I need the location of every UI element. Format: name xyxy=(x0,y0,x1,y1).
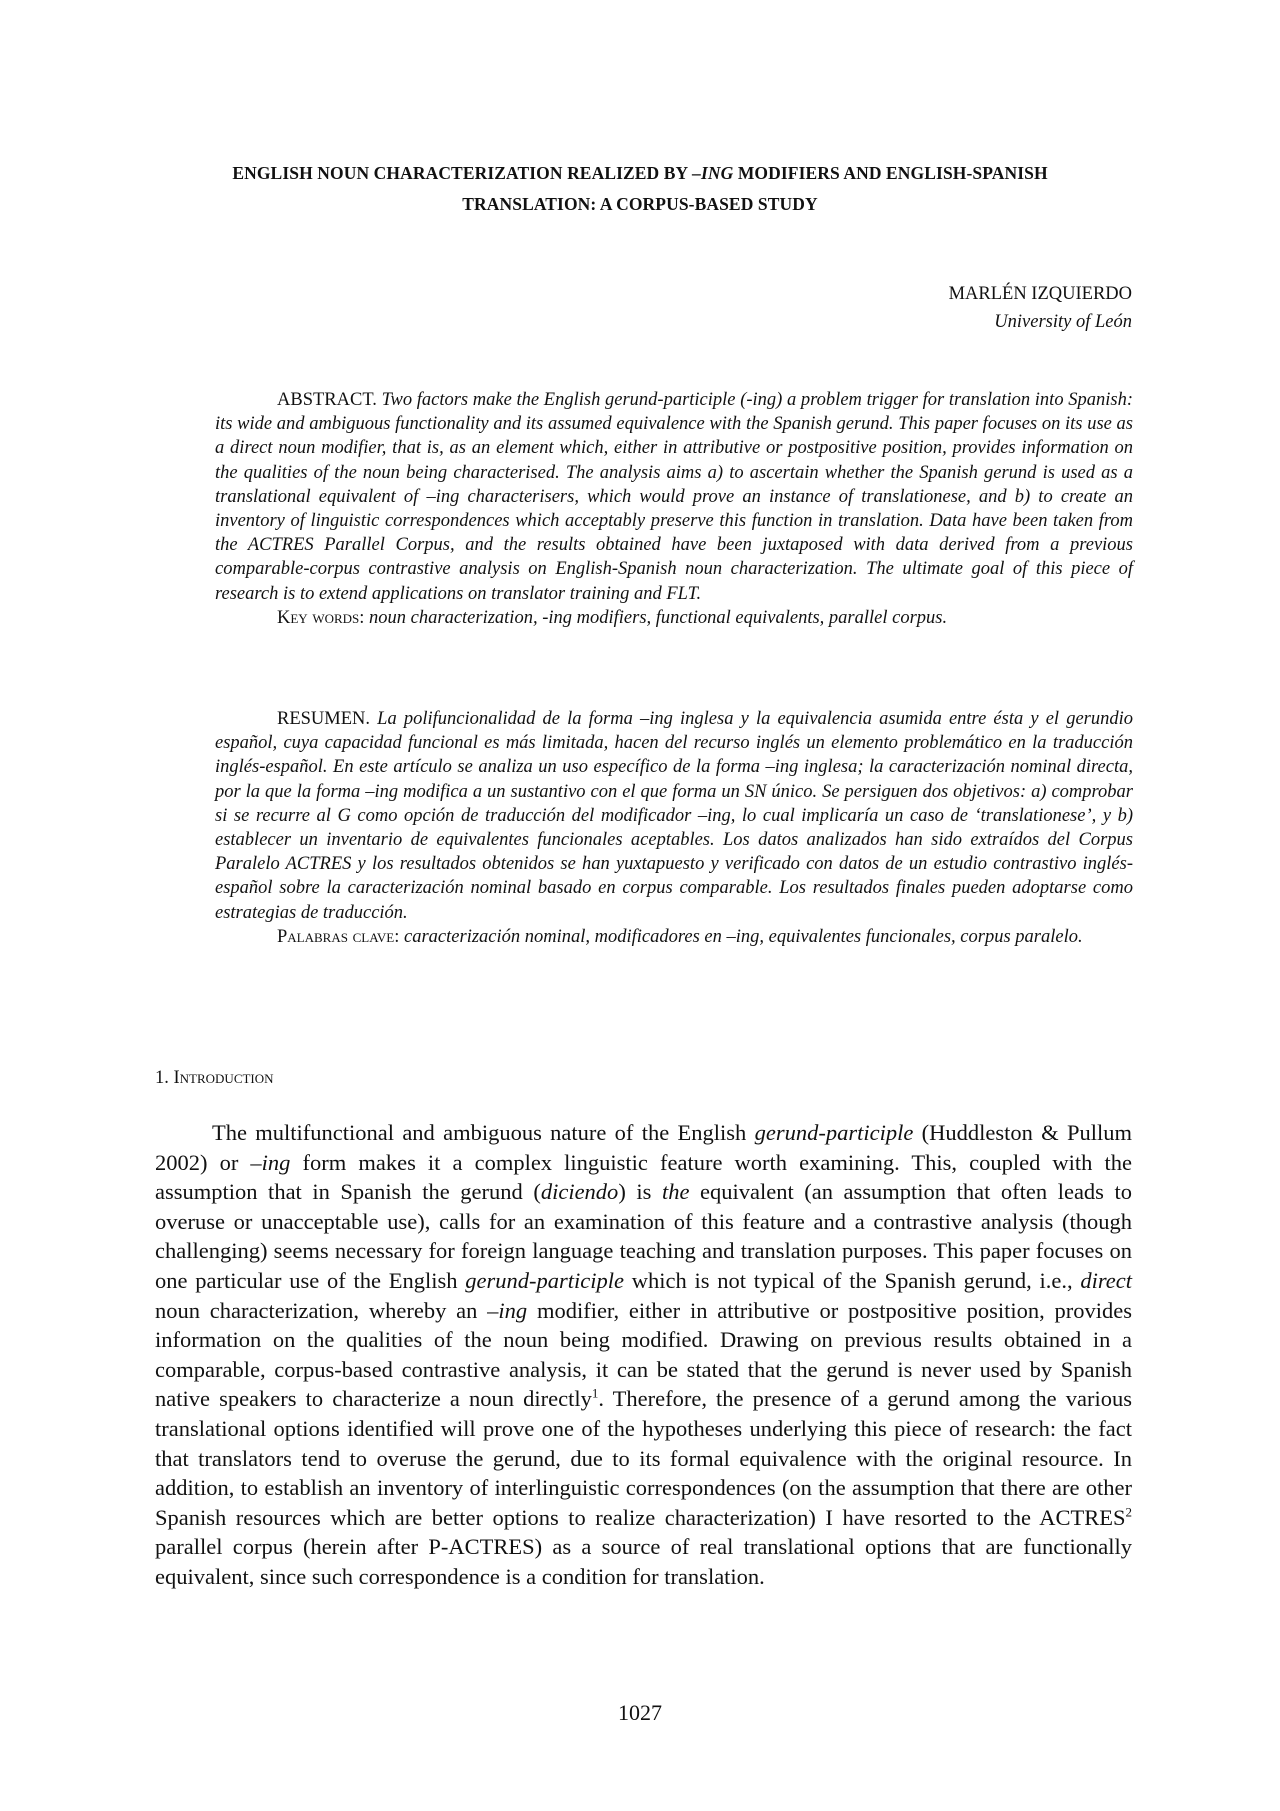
abstract-english xyxy=(215,388,1133,630)
resumen-label: RESUMEN. xyxy=(277,709,378,729)
body-text-run: noun characterization, whereby an xyxy=(155,1297,488,1323)
author-name: MARLÉN IZQUIERDO xyxy=(948,284,1132,304)
body-italic-run: diciendo xyxy=(540,1179,619,1205)
footnote-marker-1[interactable]: 1 xyxy=(591,1385,599,1401)
body-text-run: which is not typical of the Spanish gerund, i.e., xyxy=(624,1267,1081,1293)
title-line2: TRANSLATION: A CORPUS-BASED STUDY xyxy=(462,194,818,214)
body-italic-run: gerund-participle xyxy=(754,1120,914,1145)
body-text-run: form makes it a complex linguistic feature worth examining. This, coupled with the assumption that in Spanish the gerund ( xyxy=(155,1149,1132,1205)
title-line1-a: ENGLISH NOUN CHARACTERIZATION REALIZED BY xyxy=(232,163,693,183)
body-text-run: The multifunctional and ambiguous nature of the English xyxy=(212,1120,755,1145)
abstract-en-paragraph xyxy=(215,388,1133,606)
abstract-es-text: La polifuncionalidad de la forma –ing inglesa y la equivalencia asumida entre ésta y el gerundio español, cuya capacidad funcional es más limitada, hacen del recurso inglés un elemento problemático en la traducción inglés-español. En este artículo se analiza un uso específico de la forma –ing inglesa; la caracterización nominal directa, por la que la forma –ing modifica a un sustantivo con el que forma un SN único. Se persiguen dos objetivos: a) comprobar si se recurre al G como opción de traducción del modificador –ing, lo cual implicaría un caso de ‘translationese’, y b) establecer un inventario de equivalentes funcionales aceptables. Los datos analizados han sido extraídos del Corpus Paralelo ACTRES y los resultados obtenidos se han yuxtapuesto y verificado con datos de un estudio contrastivo inglés-español sobre la caracterización nominal basado en corpus comparable. Los resultados finales pueden adoptarse como estrategias de traducción. xyxy=(215,709,1133,923)
body-italic-run: the xyxy=(661,1179,690,1205)
abstract-en-text: Two factors make the English gerund-participle (-ing) a problem trigger for translation into Spanish: its wide and ambiguous functionality and its assumed equivalence with the Spanish gerund. This paper focuses on its use as a direct noun modifier, that is, as an element which, either in attributive or postpositive position, provides information on the qualities of the noun being characterised. The analysis aims a) to ascertain whether the Spanish gerund is used as a translational equivalent of –ing characterisers, which would prove an instance of translationese, and b) to create an inventory of linguistic correspondences which acceptably preserve this function in translation. Data have been taken from the ACTRES Parallel Corpus, and the results obtained have been juxtaposed with data derived from a previous comparable-corpus contrastive analysis on English-Spanish noun characterization. The ultimate goal of this piece of research is to extend applications on translator training and FLT. xyxy=(215,390,1133,604)
keywords-en-paragraph xyxy=(215,606,1133,630)
keywords-es-paragraph xyxy=(215,925,1133,949)
introduction-paragraph xyxy=(155,1118,1132,1592)
body-text-run: parallel corpus (herein after P-ACTRES) as a source of real translational options that are functionally equivalent, since such correspondence is a condition for translation. xyxy=(155,1534,1132,1589)
body-italic-run: –ing xyxy=(487,1297,528,1323)
body-text-run: ) is xyxy=(618,1179,662,1205)
body-text-run: (Huddleston & Pullum 2002) or xyxy=(155,1120,1132,1175)
title-ing: –ING xyxy=(692,163,734,183)
footnote-marker-2[interactable]: 2 xyxy=(1125,1504,1132,1520)
body-text-run: . Therefore, the presence of a gerund among the various translational options identified will prove one of the hypotheses underlying this piece of research: the fact that translators tend to overuse the gerund, due to its formal equivalence with the original resource. In addition, to establish an inventory of interlinguistic correspondences (on the assumption that there are other Spanish resources which are better options to realize characterization) I have resorted to the ACTRES xyxy=(155,1386,1132,1530)
keywords-es-text: caracterización nominal, modificadores en –ing, equivalentes funcionales, corpus paralelo. xyxy=(404,926,1083,947)
abstract-spanish xyxy=(215,707,1133,949)
section-heading-introduction: 1. Introduction xyxy=(155,1068,274,1088)
author-affiliation: University of León xyxy=(994,312,1132,332)
body-text-run: equivalent (an assumption that often leads to overuse or unacceptable use), calls for an examination of this feature and a contrastive analysis (though challenging) seems necessary for foreign language teaching and translation purposes. This paper focuses on one particular use of the English xyxy=(155,1179,1132,1293)
page-number: 1027 xyxy=(618,1700,662,1725)
keywords-label: Key words: xyxy=(277,607,370,628)
body-italic-run: –ing xyxy=(250,1149,291,1175)
author-block xyxy=(949,280,1132,336)
body-italic-run: direct xyxy=(1080,1267,1132,1293)
title-line1-b: MODIFIERS AND ENGLISH-SPANISH xyxy=(733,163,1048,183)
body-italic-run: gerund-participle xyxy=(465,1267,624,1293)
palabras-clave-label: Palabras clave: xyxy=(277,926,405,947)
abstract-es-paragraph xyxy=(215,707,1133,925)
body-text-run: modifier, either in attributive or postpositive position, provides information on the qualities of the noun being modified. Drawing on previous results obtained in a comparable, corpus-based contrastive analysis, it can be stated that the gerund is never used by Spanish native speakers to characterize a noun directly xyxy=(155,1297,1132,1412)
paper-title xyxy=(160,158,1120,220)
abstract-label: ABSTRACT. xyxy=(277,390,382,410)
keywords-en-text: noun characterization, -ing modifiers, functional equivalents, parallel corpus. xyxy=(369,607,948,628)
